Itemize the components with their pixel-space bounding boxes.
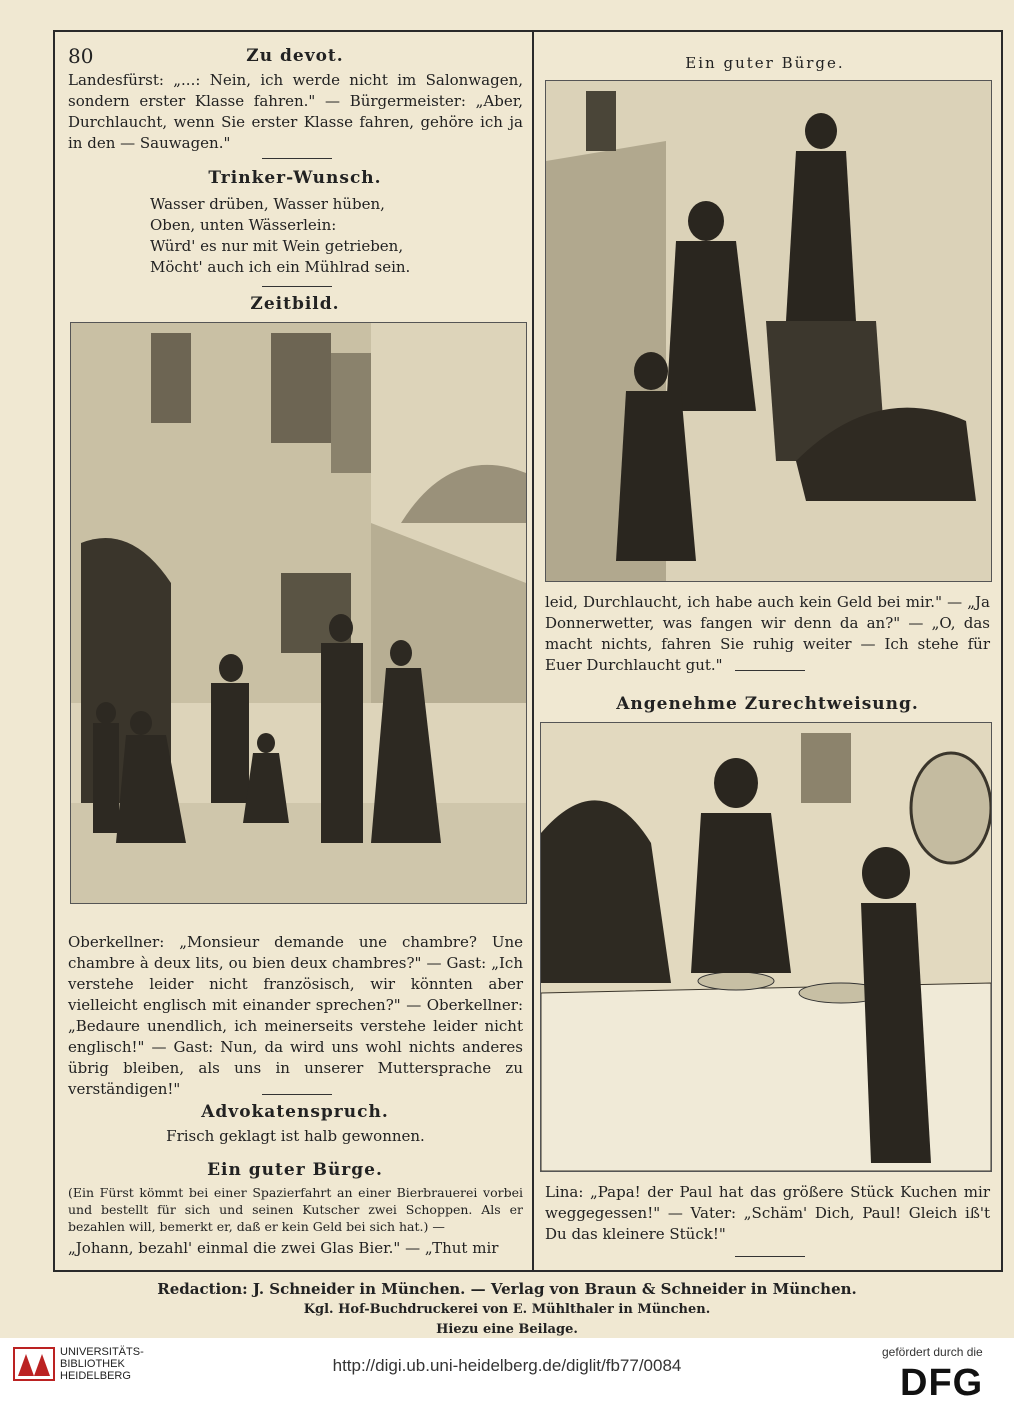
separator (262, 158, 332, 159)
zurecht-title: Angenehme Zurechtweisung. (616, 694, 919, 714)
bottom-bar (0, 1338, 1014, 1414)
poem-line: Oben, unten Wässerlein: (150, 216, 337, 234)
library-line: UNIVERSITÄTS- (60, 1346, 144, 1358)
sponsor-label: gefördert durch die (882, 1345, 983, 1359)
buerge-intro: (Ein Fürst kömmt bei einer Spazierfahrt an einer Bierbrauerei vorbei und bestellt für sich und seinen Kutscher zwei Schoppen. Als er bezahlen will, bemerkt er, daß er kein Geld bei sich hat.) — (68, 1185, 523, 1234)
page-number: 80 (68, 44, 94, 68)
buerge-title: Ein guter Bürge. (207, 1160, 383, 1180)
buerge-continuation: leid, Durchlaucht, ich habe auch kein Geld bei mir." — „Ja Donnerwetter, was fangen wir denn da an?" — „O, das macht nichts, fahren Sie ruhig weiter — Ich stehe für Euer Durchlaucht gut." (545, 593, 990, 674)
zurecht-text: Lina: „Papa! der Paul hat das größere Stück Kuchen mir weggegessen!" — Vater: „Schäm' Dich, Paul! Gleich iß't Du das kleinere Stück!" (545, 1183, 990, 1243)
poem-line: Möcht' auch ich ein Mühlrad sein. (150, 258, 411, 276)
footer-supplement: Hiezu eine Beilage. (436, 1322, 578, 1337)
buerge-illustration (545, 80, 992, 582)
footer-publisher: Redaction: J. Schneider in München. — Verlag von Braun & Schneider in München. (157, 1280, 857, 1298)
buerge-caption: Ein guter Bürge. (685, 54, 845, 72)
zeitbild-illustration (70, 322, 527, 904)
library-line: BIBLIOTHEK (60, 1358, 125, 1370)
source-url-link[interactable]: http://digi.ub.uni-heidelberg.de/diglit/fb77/0084 (332, 1356, 682, 1375)
library-line: HEIDELBERG (60, 1370, 131, 1382)
separator (262, 286, 332, 287)
trinker-title: Trinker-Wunsch. (208, 168, 382, 188)
zurecht-illustration (540, 722, 992, 1172)
separator (735, 670, 805, 671)
buerge-text: „Johann, bezahl' einmal die zwei Glas Bier." — „Thut mir (68, 1239, 499, 1257)
poem-line: Würd' es nur mit Wein getrieben, (150, 237, 404, 255)
footer-printer: Kgl. Hof-Buchdruckerei von E. Mühlthaler in München. (303, 1302, 711, 1317)
zeitbild-title: Zeitbild. (250, 294, 340, 314)
zeitbild-text: Oberkellner: „Monsieur demande une chambre? Une chambre à deux lits, ou bien deux chambres?" — Gast: „Ich verstehe leider nicht französisch, wir könnten aber vielleicht englisch mit einander sprechen?" — Oberkellner: „Bedaure unendlich, ich meinerseits verstehe leider nicht englisch!" — Gast: Nun, da wird uns wohl nichts anderes übrig bleiben, als uns in unserer Muttersprache zu verständigen!" (68, 933, 523, 1098)
dfg-logo: DFG (900, 1362, 984, 1404)
trinker-poem (150, 194, 470, 278)
devot-title: Zu devot. (246, 46, 344, 66)
separator (262, 1094, 332, 1095)
poem-line: Wasser drüben, Wasser hüben, (150, 195, 385, 213)
column-divider (532, 30, 534, 1270)
advokat-title: Advokatenspruch. (201, 1102, 389, 1122)
devot-text: Landesfürst: „...: Nein, ich werde nicht im Salonwagen, sondern erster Klasse fahren." — Bürgermeister: „Aber, Durchlaucht, wenn Sie erster Klasse fahren, gehöre ich ja in den — Sauwagen." (68, 71, 523, 152)
separator (735, 1256, 805, 1257)
advokat-text: Frisch geklagt ist halb gewonnen. (166, 1127, 425, 1145)
